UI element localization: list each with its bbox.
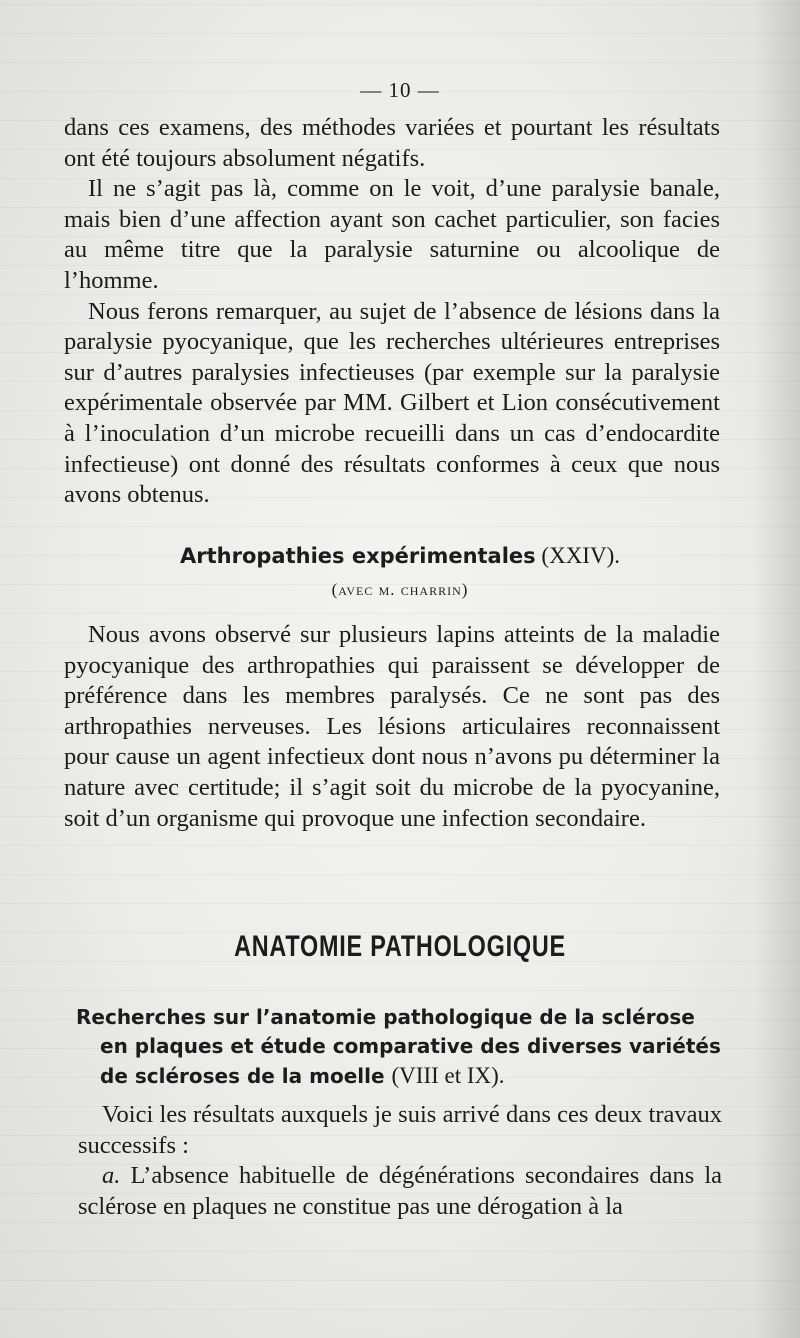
- section-title: ANATOMIE PATHOLOGIQUE: [234, 930, 566, 963]
- paragraph-results: Voici les résultats auxquels je suis arrivé dans ces deux travaux successifs :: [78, 1101, 722, 1159]
- paragraph-1: dans ces examens, des méthodes variées et pourtant les résultats ont été toujours absolument négatifs.: [64, 114, 720, 172]
- experiment-heading-title: Arthropathies expérimentales: [180, 544, 536, 568]
- paragraph-2: Il ne s’agit pas là, comme on le voit, d’une paralysie banale, mais bien d’une affection ayant son cachet particulier, son facies au même titre que la paralysie saturnine ou alcoolique de l’homme.: [64, 175, 720, 294]
- list-item-a: [78, 1161, 722, 1222]
- subsection-title: Recherches sur l’anatomie pathologique de la sclérose en plaques et étude comparative des diverses variétés de scléroses de la moelle: [76, 1005, 721, 1088]
- list-item-letter: a.: [102, 1162, 121, 1190]
- page-number: — 10 —: [360, 78, 440, 102]
- paragraph-experiment: Nous avons observé sur plusieurs lapins atteints de la maladie pyocyanique des arthropathies qui paraissent se développer de préférence dans les membres paralysés. Ce ne sont pas des arthropathies nerveuses. Les lésions articulaires reconnaissent pour cause un agent infectieux dont nous n’avons pu déterminer la nature avec certitude; il s’agit soit du microbe de la pyocyanine, soit d’un organisme qui provoque une infection secondaire.: [64, 621, 720, 832]
- body-text-top: [64, 113, 720, 511]
- page-edge-shadow: [754, 0, 800, 1338]
- paragraph-3: Nous ferons remarquer, au sujet de l’absence de lésions dans la paralysie pyocyanique, que les recherches ultérieures entreprises sur d’autres paralysies infectieuses (par exemple sur la paralysie expérimentale observée par MM. Gilbert et Lion consécutivement à l’inoculation d’un microbe recueilli dans un cas d’endocardite infectieuse) ont donné des résultats conformes à ceux que nous avons obtenus.: [64, 297, 720, 509]
- subsection-heading: [76, 1003, 724, 1091]
- body-text-experiment: [64, 620, 720, 834]
- subsection-ref: (VIII et IX).: [391, 1063, 505, 1088]
- experiment-coauthor: (avec m. charrin): [331, 580, 469, 599]
- body-text-results: [78, 1100, 722, 1222]
- experiment-heading: [0, 543, 800, 569]
- list-item-text: L’absence habituelle de dégénérations secondaires dans la sclérose en plaques ne constitue pas une dérogation à la: [78, 1162, 723, 1220]
- experiment-heading-ref: (XXIV).: [541, 543, 620, 568]
